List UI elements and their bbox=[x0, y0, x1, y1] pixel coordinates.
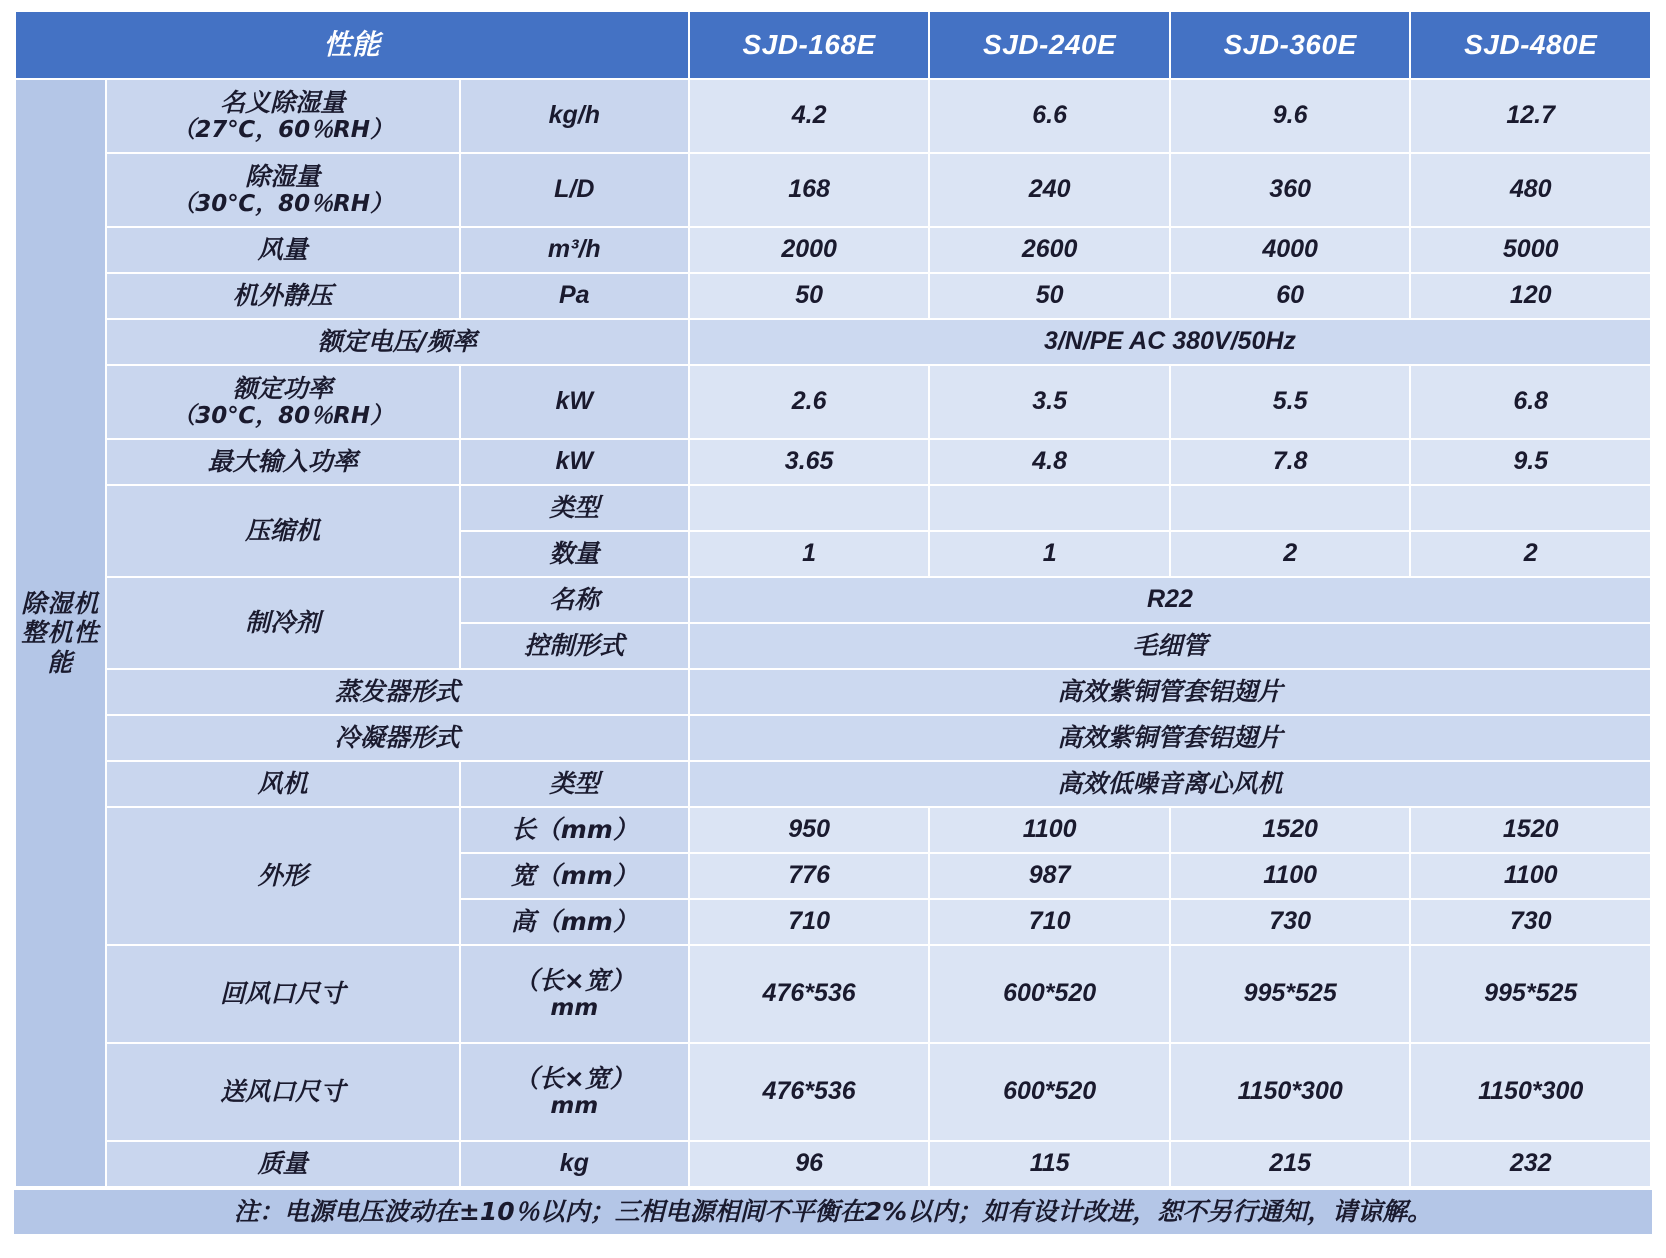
cell-value: 12.7 bbox=[1411, 80, 1650, 152]
row-label-dimensions: 外形 bbox=[107, 808, 459, 944]
cell-value: 776 bbox=[690, 854, 929, 898]
table-row bbox=[16, 440, 1650, 484]
cell-value: 5000 bbox=[1411, 228, 1650, 272]
table-row bbox=[16, 228, 1650, 272]
cell-value: 9.6 bbox=[1171, 80, 1410, 152]
cell-value: 480 bbox=[1411, 154, 1650, 226]
cell-value: 1 bbox=[930, 532, 1169, 576]
table-row bbox=[16, 274, 1650, 318]
cell-value: 730 bbox=[1411, 900, 1650, 944]
table-row bbox=[16, 154, 1650, 226]
cell-value: 3.5 bbox=[930, 366, 1169, 438]
row-label-supply-air: 送风口尺寸 bbox=[107, 1044, 459, 1140]
row-label-voltage: 额定电压/频率 bbox=[107, 320, 688, 364]
cell-value: 232 bbox=[1411, 1142, 1650, 1186]
cell-value: 1150*300 bbox=[1411, 1044, 1650, 1140]
cell-value: 1100 bbox=[1411, 854, 1650, 898]
cell-value: 168 bbox=[690, 154, 929, 226]
cell-value: 600*520 bbox=[930, 946, 1169, 1042]
cell-value-fan: 高效低噪音离心风机 bbox=[690, 762, 1650, 806]
row-label-max-power: 最大输入功率 bbox=[107, 440, 459, 484]
table-row bbox=[16, 1044, 1650, 1140]
row-label-weight: 质量 bbox=[107, 1142, 459, 1186]
row-label-condenser: 冷凝器形式 bbox=[107, 716, 688, 760]
cell-value: 2 bbox=[1411, 532, 1650, 576]
table-row bbox=[16, 808, 1650, 852]
cell-value: 115 bbox=[930, 1142, 1169, 1186]
row-unit-return-air: （长×宽） mm bbox=[461, 946, 688, 1042]
row-label-nominal-dehum: 名义除湿量 （27℃，60％RH） bbox=[107, 80, 459, 152]
cell-value: 1150*300 bbox=[1171, 1044, 1410, 1140]
cell-value bbox=[690, 486, 929, 530]
cell-value: 710 bbox=[930, 900, 1169, 944]
cell-value: 1100 bbox=[1171, 854, 1410, 898]
row-unit-weight: kg bbox=[461, 1142, 688, 1186]
row-label-dehum: 除湿量 （30℃，80％RH） bbox=[107, 154, 459, 226]
table-header-row bbox=[16, 12, 1650, 78]
cell-value-refrigerant-control: 毛细管 bbox=[690, 624, 1650, 668]
row-unit-dehum: L/D bbox=[461, 154, 688, 226]
cell-value: 7.8 bbox=[1171, 440, 1410, 484]
cell-value: 1100 bbox=[930, 808, 1169, 852]
row-unit-airflow: m³/h bbox=[461, 228, 688, 272]
table-row bbox=[16, 762, 1650, 806]
cell-value bbox=[1411, 486, 1650, 530]
cell-value-voltage: 3/N/PE AC 380V/50Hz bbox=[690, 320, 1650, 364]
cell-value-condenser: 高效紫铜管套铝翅片 bbox=[690, 716, 1650, 760]
row-label-refrigerant: 制冷剂 bbox=[107, 578, 459, 668]
specifications-table bbox=[14, 10, 1652, 1188]
cell-value bbox=[1171, 486, 1410, 530]
cell-value: 4.2 bbox=[690, 80, 929, 152]
cell-value: 6.6 bbox=[930, 80, 1169, 152]
cell-value: 995*525 bbox=[1171, 946, 1410, 1042]
row-sublabel-width: 宽（mm） bbox=[461, 854, 688, 898]
row-unit-static-pressure: Pa bbox=[461, 274, 688, 318]
table-row bbox=[16, 578, 1650, 622]
cell-value: 476*536 bbox=[690, 946, 929, 1042]
cell-value: 360 bbox=[1171, 154, 1410, 226]
cell-value: 950 bbox=[690, 808, 929, 852]
header-model-4: SJD-480E bbox=[1411, 12, 1650, 78]
row-sublabel-height: 高（mm） bbox=[461, 900, 688, 944]
cell-value: 1520 bbox=[1411, 808, 1650, 852]
cell-value: 3.65 bbox=[690, 440, 929, 484]
row-label-evaporator: 蒸发器形式 bbox=[107, 670, 688, 714]
cell-value: 710 bbox=[690, 900, 929, 944]
header-model-2: SJD-240E bbox=[930, 12, 1169, 78]
table-row bbox=[16, 486, 1650, 530]
cell-value: 1520 bbox=[1171, 808, 1410, 852]
row-unit-supply-air: （长×宽） mm bbox=[461, 1044, 688, 1140]
side-label: 除湿机整机性能 bbox=[16, 80, 105, 1186]
table-row bbox=[16, 670, 1650, 714]
cell-value: 96 bbox=[690, 1142, 929, 1186]
table-row bbox=[16, 946, 1650, 1042]
cell-value: 2600 bbox=[930, 228, 1169, 272]
cell-value: 1 bbox=[690, 532, 929, 576]
table-row bbox=[16, 366, 1650, 438]
cell-value: 240 bbox=[930, 154, 1169, 226]
cell-value: 600*520 bbox=[930, 1044, 1169, 1140]
table-row bbox=[16, 320, 1650, 364]
header-performance: 性能 bbox=[16, 12, 688, 78]
row-label-fan: 风机 bbox=[107, 762, 459, 806]
cell-value: 476*536 bbox=[690, 1044, 929, 1140]
header-model-1: SJD-168E bbox=[690, 12, 929, 78]
row-sublabel-length: 长（mm） bbox=[461, 808, 688, 852]
cell-value: 730 bbox=[1171, 900, 1410, 944]
cell-value: 2 bbox=[1171, 532, 1410, 576]
table-row bbox=[16, 80, 1650, 152]
header-model-3: SJD-360E bbox=[1171, 12, 1410, 78]
cell-value: 2000 bbox=[690, 228, 929, 272]
cell-value: 9.5 bbox=[1411, 440, 1650, 484]
cell-value: 987 bbox=[930, 854, 1169, 898]
cell-value: 120 bbox=[1411, 274, 1650, 318]
row-unit-max-power: kW bbox=[461, 440, 688, 484]
row-sublabel-compressor-type: 类型 bbox=[461, 486, 688, 530]
row-sublabel-fan-type: 类型 bbox=[461, 762, 688, 806]
cell-value-evaporator: 高效紫铜管套铝翅片 bbox=[690, 670, 1650, 714]
cell-value: 2.6 bbox=[690, 366, 929, 438]
cell-value-refrigerant-name: R22 bbox=[690, 578, 1650, 622]
cell-value: 215 bbox=[1171, 1142, 1410, 1186]
cell-value: 4.8 bbox=[930, 440, 1169, 484]
footer-note: 注：电源电压波动在±10％以内；三相电源相间不平衡在2%以内；如有设计改进，恕不另行通知，请谅解。 bbox=[14, 1190, 1652, 1234]
table-row bbox=[16, 1142, 1650, 1186]
cell-value: 60 bbox=[1171, 274, 1410, 318]
cell-value: 5.5 bbox=[1171, 366, 1410, 438]
row-label-compressor: 压缩机 bbox=[107, 486, 459, 576]
cell-value: 995*525 bbox=[1411, 946, 1650, 1042]
row-label-static-pressure: 机外静压 bbox=[107, 274, 459, 318]
cell-value: 4000 bbox=[1171, 228, 1410, 272]
row-unit-rated-power: kW bbox=[461, 366, 688, 438]
cell-value: 50 bbox=[930, 274, 1169, 318]
row-label-return-air: 回风口尺寸 bbox=[107, 946, 459, 1042]
table-row bbox=[16, 716, 1650, 760]
cell-value: 50 bbox=[690, 274, 929, 318]
cell-value: 6.8 bbox=[1411, 366, 1650, 438]
row-unit-nominal-dehum: kg/h bbox=[461, 80, 688, 152]
row-label-rated-power: 额定功率 （30℃，80％RH） bbox=[107, 366, 459, 438]
row-label-airflow: 风量 bbox=[107, 228, 459, 272]
row-sublabel-compressor-qty: 数量 bbox=[461, 532, 688, 576]
cell-value bbox=[930, 486, 1169, 530]
row-sublabel-refrigerant-name: 名称 bbox=[461, 578, 688, 622]
row-sublabel-refrigerant-control: 控制形式 bbox=[461, 624, 688, 668]
